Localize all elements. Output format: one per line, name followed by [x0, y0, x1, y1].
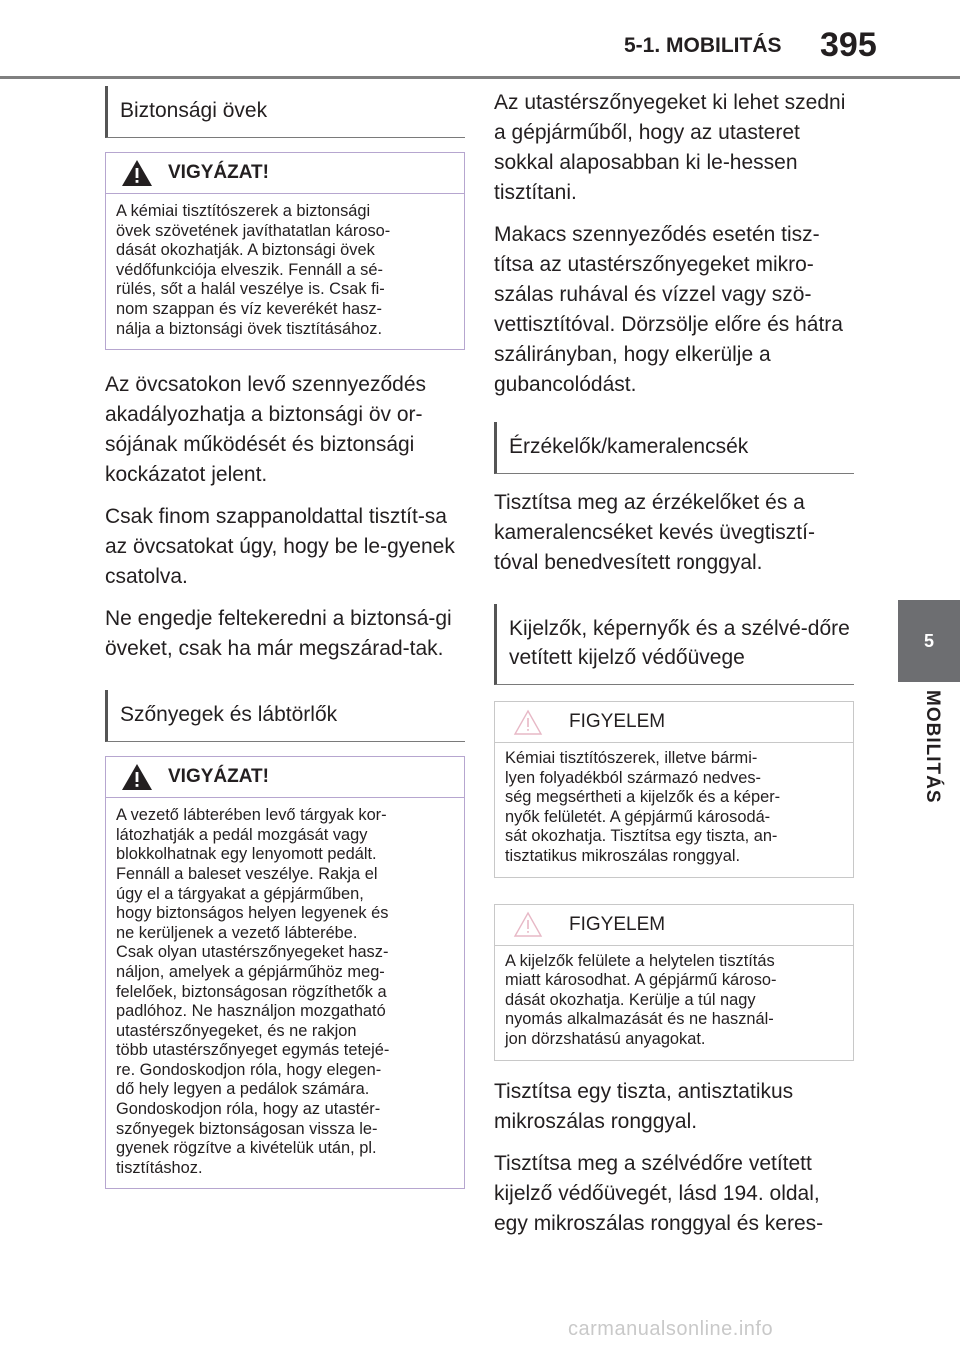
paragraph: Az övcsatokon levő szennyeződés akadályozhatja a biztonsági öv or-sójának működését és biztonsági kockázatot jelent. — [105, 373, 427, 487]
warning-triangle-icon — [120, 158, 154, 188]
paragraph: Tisztítsa meg a szélvédőre vetített kijelző védőüvegét, lásd 194. oldal, egy mikroszálas ronggyal és keres- — [494, 1151, 824, 1235]
seatbelts-heading: Biztonsági övek — [105, 86, 465, 138]
paragraph: Tisztítsa egy tiszta, antisztatikus mikroszálas ronggyal. — [494, 1079, 794, 1133]
paragraph: Makacs szennyeződés esetén tisz-títsa az utastérszőnyegeket mikro-szálas ruhával és vízzel vagy szö-vettisztítóval. Dörzsölje előre és hátra szálirányban, hogy elkerülje a gubancolódást. — [494, 223, 843, 396]
warning-title: VIGYÁZAT! — [168, 162, 269, 183]
warning-box-seatbelts — [105, 152, 465, 350]
mats-heading: Szőnyegek és lábtörlők — [105, 690, 465, 742]
paragraph: Csak finom szappanoldattal tisztít-sa az övcsatokat úgy, hogy be le-gyenek csatolva. — [105, 505, 455, 589]
watermark: carmanualsonline.info — [568, 1318, 774, 1340]
chapter-number: 5 — [923, 630, 934, 651]
caution-box-surface — [494, 904, 854, 1061]
warning-box-mats — [105, 756, 465, 1189]
caution-title: FIGYELEM — [569, 913, 666, 935]
displays-heading: Kijelzők, képernyők és a szélvé-dőre vetített kijelző védőüvege — [494, 604, 854, 685]
paragraph: Tisztítsa meg az érzékelőket és a kameralencséket kevés üvegtisztí-tóval benedvesített ronggyal. — [494, 491, 815, 574]
warning-title: VIGYÁZAT! — [168, 766, 269, 788]
caution-box-displays — [494, 701, 854, 878]
page-number: 395 — [820, 26, 877, 64]
caution-triangle-icon — [513, 709, 543, 736]
caution-title: FIGYELEM — [569, 711, 666, 732]
section-title: 5-1. MOBILITÁS — [624, 34, 782, 57]
header-rule — [0, 76, 960, 79]
left-column — [105, 86, 465, 1189]
paragraph: Ne engedje feltekeredni a biztonsá-gi öveket, csak ha már megszárad-tak. — [105, 607, 452, 661]
paragraph: Az utastérszőnyegeket ki lehet szedni a gépjárműből, hogy az utasteret sokkal alaposabban ki le-hessen tisztítani. — [494, 91, 846, 204]
warning-text: A kémiai tisztítószerek a biztonsági övek szövetének javíthatatlan károso- dását okozhatják. A biztonsági övek védőfunkciója elveszik. Fennáll a sé- rülés, sőt a halál veszélye is. Csak fi- nom szappan és víz keverékét hasz- nálja a biztonsági övek tisztításához. — [116, 202, 391, 338]
warning-text: A vezető lábterében levő tárgyak kor- látozhatják a pedál mozgását vagy blokkolhatnak egy lenyomott pedált. Fennáll a baleset veszélye. Rakja el úgy el a tárgyakat a gépjárműben, hogy biztonságos helyen legyenek és ne kerüljenek a vezető lábterébe. Csak olyan utastérszőnyegeket hasz- náljon, amelyek a gépjárműhöz meg- felelőek, biztonságosan rögzíthetők a padlóhoz. Ne használjon mozgatható utastérszőnyegeket, és ne rakjon több utastérszőnyeget egymás tetejé- re. Gondoskodjon róla, hogy elegen- dő hely legyen a pedálok számára. Gondoskodjon róla, hogy az utastér- szőnyegek biztonságosan vissza le- gyenek rögzítve a kivételük után, pl. tisztításhoz. — [116, 806, 390, 1177]
chapter-tab — [898, 600, 960, 682]
warning-triangle-icon — [120, 762, 154, 792]
sensors-heading: Érzékelők/kameralencsék — [494, 422, 854, 474]
caution-text: A kijelzők felülete a helytelen tisztítás miatt károsodhat. A gépjármű károso- dását okozhatja. Kerülje a túl nagy nyomás alkalmazását és ne használ- jon dörzshatású anyagokat. — [505, 951, 777, 1048]
right-column — [494, 86, 854, 1251]
caution-triangle-icon — [513, 911, 543, 938]
chapter-label: MOBILITÁS — [922, 690, 943, 804]
caution-text: Kémiai tisztítószerek, illetve bármi- lyen folyadékból származó nedves- ség megsértheti a kijelzők és a képer- nyők felületét. A gépjármű károsodá- sát okozhatja. Tisztítsa egy tiszta, an- tisztatikus mikroszálas ronggyal. — [505, 749, 781, 865]
